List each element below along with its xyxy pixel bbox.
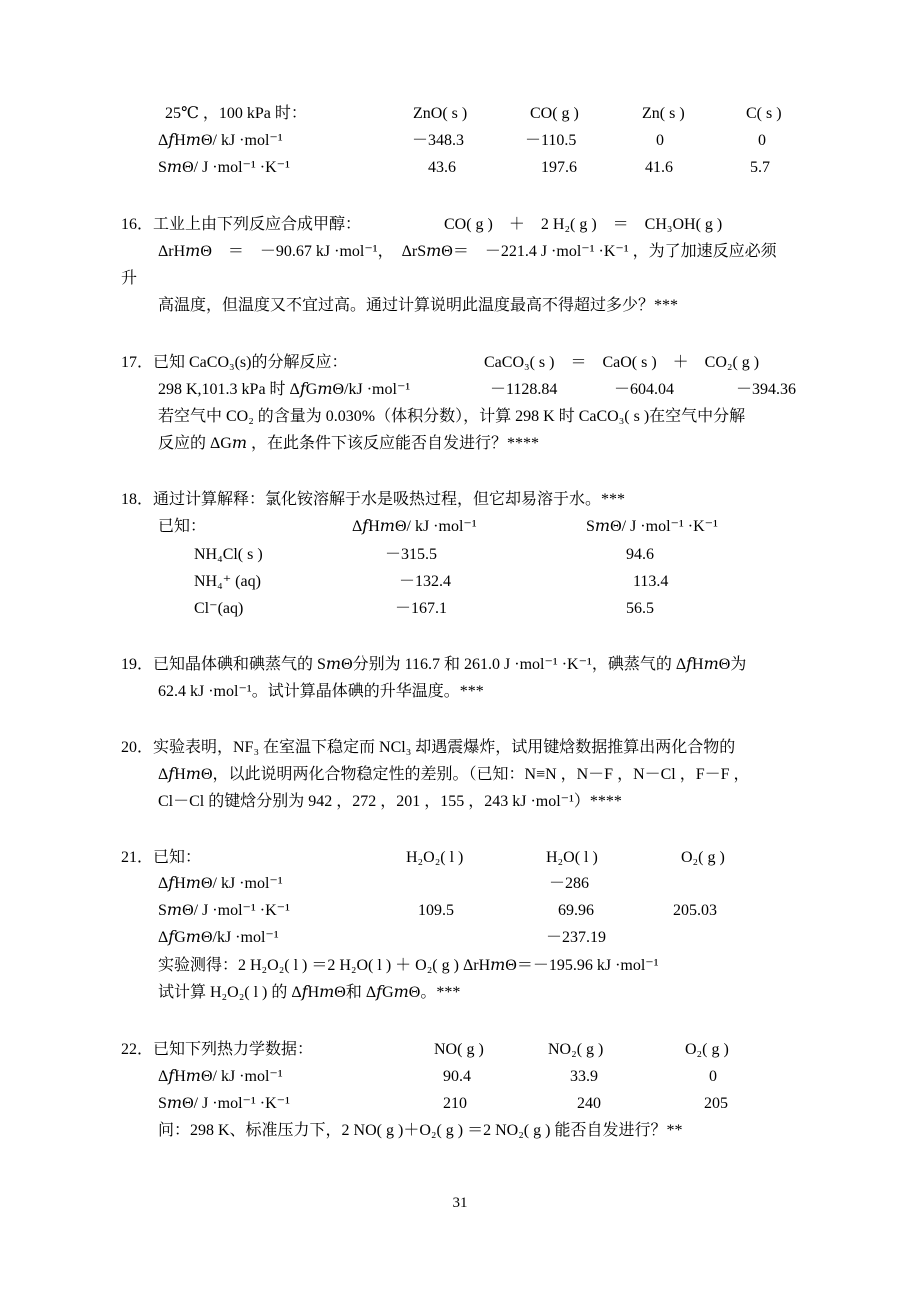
enthalpy-label: Δ𝑓H𝑚Θ/ kJ ·mol⁻¹ — [158, 1068, 283, 1085]
q17-condition: 若空气中 CO₂ 的含量为 0.030%（体积分数），计算 298 K 时 CaCO₃( s )在空气中分解 — [158, 408, 746, 425]
value: 33.9 — [570, 1068, 598, 1085]
q17-reaction: CaCO₃( s ) ＝ CaO( s ) ＋ CO₂( g ) — [484, 354, 760, 371]
q18-intro: 18．通过计算解释：氯化铵溶解于水是吸热过程，但它却易溶于水。*** — [121, 491, 626, 508]
value: 210 — [443, 1095, 467, 1112]
value: －604.04 — [614, 381, 675, 398]
species-o2: O₂( g ) — [681, 849, 725, 866]
value: 205 — [704, 1095, 728, 1112]
value: 197.6 — [541, 159, 577, 176]
q20-line1: 20．实验表明，NF₃ 在室温下稳定而 NCl₃ 却遇震爆炸，试用键焓数据推算出两化合物的 — [121, 739, 736, 756]
value: 113.4 — [633, 573, 669, 590]
q16-wrap: 升 — [121, 270, 138, 287]
q17-gibbs-label: 298 K,101.3 kPa 时 Δ𝑓G𝑚Θ/kJ ·mol⁻¹ — [158, 381, 411, 398]
value: －1128.84 — [490, 381, 558, 398]
value: 90.4 — [443, 1068, 471, 1085]
value: －237.19 — [546, 929, 607, 946]
value: 0 — [709, 1068, 717, 1085]
q21-question: 试计算 H₂O₂( l ) 的 Δ𝑓H𝑚Θ和 Δ𝑓G𝑚Θ。*** — [158, 984, 461, 1001]
species-c: C( s ) — [746, 105, 782, 122]
value: 0 — [656, 132, 664, 149]
species-no2: NO₂( g ) — [548, 1041, 604, 1058]
value: －315.5 — [385, 546, 438, 563]
q18-known: 已知： — [158, 518, 207, 535]
value: 43.6 — [428, 159, 456, 176]
q18-col-enthalpy: Δ𝑓H𝑚Θ/ kJ ·mol⁻¹ — [352, 518, 477, 535]
entropy-label: S𝑚Θ/ J ·mol⁻¹ ·K⁻¹ — [158, 1095, 290, 1112]
q21-intro: 21．已知： — [121, 849, 202, 866]
enthalpy-label: Δ𝑓H𝑚Θ/ kJ ·mol⁻¹ — [158, 875, 283, 892]
temp-pressure-label: 25℃ ，100 kPa 时： — [165, 105, 307, 122]
q16-reaction: CO( g ) ＋ 2 H₂( g ) ＝ CH₃OH( g ) — [444, 216, 723, 233]
species-name: NH₄⁺ (aq) — [194, 573, 261, 590]
q20-line2: Δ𝑓H𝑚Θ，以此说明两化合物稳定性的差别。（已知：N≡N ，N－F ，N－Cl ，F－F ， — [158, 766, 750, 783]
q16-data-line: ΔrH𝑚Θ ＝ －90.67 kJ ·mol⁻¹， ΔrS𝑚Θ＝ －221.4 J ·mol⁻¹ ·K⁻¹ ，为了加速反应必须 — [158, 243, 777, 260]
entropy-label: S𝑚Θ/ J ·mol⁻¹ ·K⁻¹ — [158, 159, 290, 176]
species-name: NH₄Cl( s ) — [194, 546, 263, 563]
species-o2: O₂( g ) — [685, 1041, 729, 1058]
species-zno: ZnO( s ) — [413, 105, 468, 122]
value: 56.5 — [626, 600, 654, 617]
q18-col-entropy: S𝑚Θ/ J ·mol⁻¹ ·K⁻¹ — [586, 518, 718, 535]
value: －110.5 — [525, 132, 577, 149]
value: 69.96 — [558, 902, 594, 919]
species-h2o: H₂O( l ) — [546, 849, 598, 866]
value: －132.4 — [399, 573, 452, 590]
value: 5.7 — [750, 159, 770, 176]
species-no: NO( g ) — [434, 1041, 484, 1058]
value: 94.6 — [626, 546, 654, 563]
q17-intro: 17．已知 CaCO₃(s)的分解反应： — [121, 354, 348, 371]
q17-question: 反应的 ΔG𝑚 ，在此条件下该反应能否自发进行？**** — [158, 435, 540, 452]
species-zn: Zn( s ) — [642, 105, 685, 122]
q21-experiment: 实验测得：2 H₂O₂( l ) ＝2 H₂O( l ) ＋ O₂( g ) ΔrH𝑚Θ＝－195.96 kJ ·mol⁻¹ — [158, 957, 659, 974]
value: 0 — [758, 132, 766, 149]
value: 240 — [577, 1095, 601, 1112]
gibbs-label: Δ𝑓G𝑚Θ/kJ ·mol⁻¹ — [158, 929, 279, 946]
q22-intro: 22．已知下列热力学数据： — [121, 1041, 314, 1058]
species-co: CO( g ) — [530, 105, 579, 122]
value: 41.6 — [645, 159, 673, 176]
page-number: 31 — [452, 1195, 468, 1211]
species-name: Cl⁻(aq) — [194, 600, 244, 617]
value: 109.5 — [418, 902, 454, 919]
q16-intro: 16．工业上由下列反应合成甲醇： — [121, 216, 362, 233]
species-h2o2: H₂O₂( l ) — [406, 849, 464, 866]
value: －286 — [549, 875, 590, 892]
value: 205.03 — [673, 902, 717, 919]
q19-line2: 62.4 kJ ·mol⁻¹。试计算晶体碘的升华温度。*** — [158, 683, 484, 700]
entropy-label: S𝑚Θ/ J ·mol⁻¹ ·K⁻¹ — [158, 902, 290, 919]
value: －394.36 — [736, 381, 797, 398]
q22-question: 问：298 K、标准压力下，2 NO( g )＋O₂( g ) ＝2 NO₂( g ) 能否自发进行？** — [158, 1122, 683, 1139]
q20-line3: Cl－Cl 的键焓分别为 942 ，272 ，201 ，155 ，243 kJ ·mol⁻¹）**** — [158, 793, 622, 810]
value: －167.1 — [395, 600, 448, 617]
q19-line1: 19．已知晶体碘和碘蒸气的 S𝑚Θ分别为 116.7 和 261.0 J ·mol⁻¹ ·K⁻¹，碘蒸气的 Δ𝑓H𝑚Θ为 — [121, 656, 747, 673]
q16-question: 高温度，但温度又不宜过高。通过计算说明此温度最高不得超过多少？*** — [158, 297, 679, 314]
enthalpy-label: Δ𝑓H𝑚Θ/ kJ ·mol⁻¹ — [158, 132, 283, 149]
value: －348.3 — [412, 132, 465, 149]
